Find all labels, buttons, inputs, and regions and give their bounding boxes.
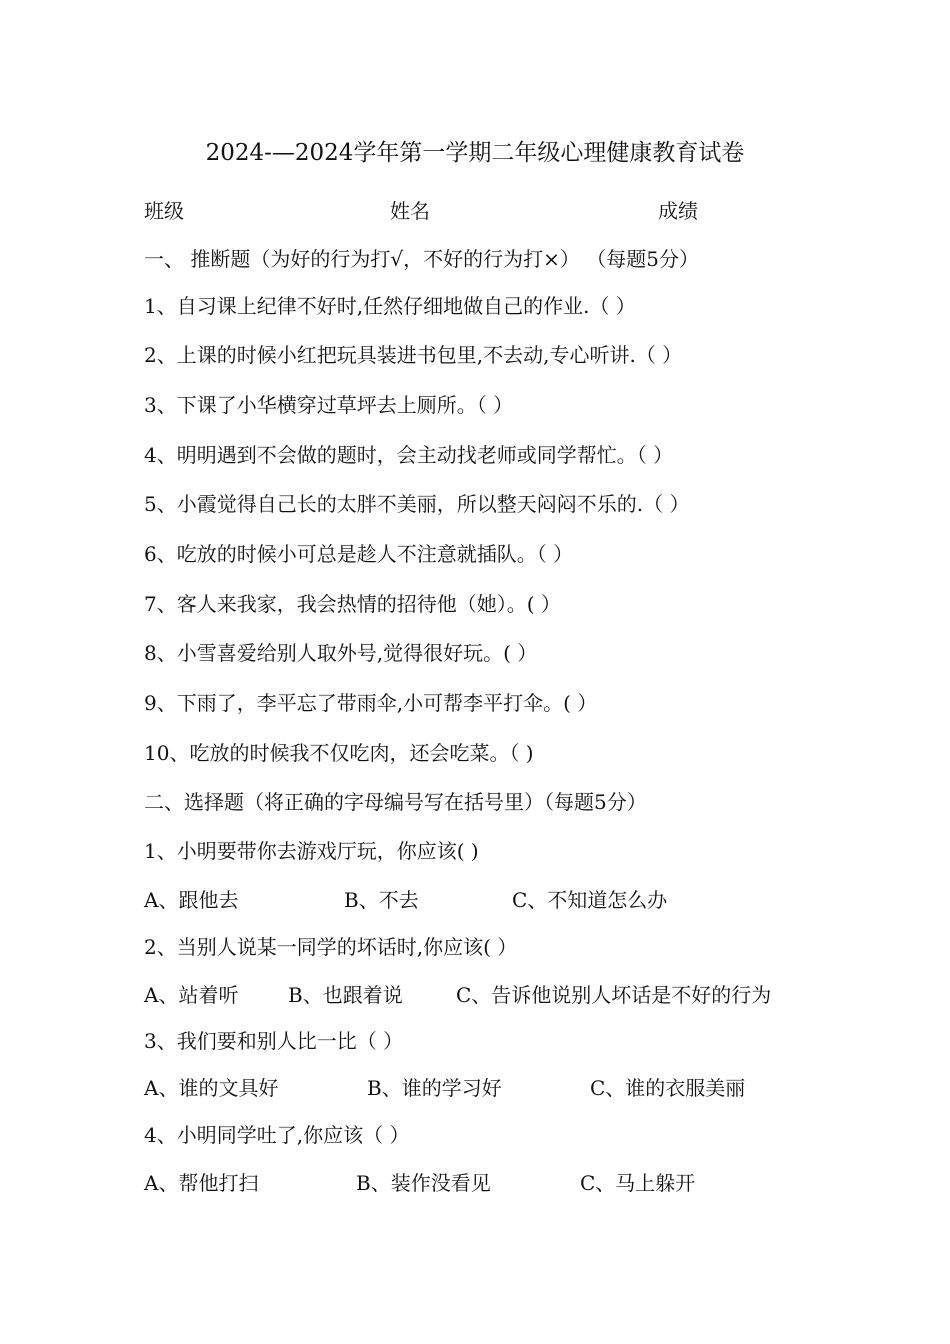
judge-question: 7、客人来我家，我会热情的招待他（她）。( ） (144, 592, 561, 616)
section1-heading: 一、 推断题（为好的行为打√，不好的行为打×） （每题5分） (144, 247, 699, 271)
judge-question: 2、上课的时候小红把玩具装进书包里,不去动,专心听讲.（ ） (144, 343, 683, 367)
choice-option-a: A、跟他去 (144, 888, 239, 912)
choice-option-a: A、站着听 (144, 983, 239, 1007)
choice-option-c: C、告诉他说别人坏话是不好的行为 (456, 983, 772, 1007)
choice-option-b: B、不去 (344, 888, 419, 912)
name-label: 姓名 (390, 199, 430, 223)
judge-question: 8、小雪喜爱给别人取外号,觉得很好玩。( ） (144, 641, 538, 665)
choice-option-c: C、谁的衣服美丽 (590, 1076, 746, 1100)
choice-option-c: C、不知道怎么办 (512, 888, 668, 912)
page-title: 2024-—2024学年第一学期二年级心理健康教育试卷 (205, 140, 745, 166)
judge-question: 5、小霞觉得自己长的太胖不美丽，所以整天闷闷不乐的.（ ） (144, 492, 690, 516)
choice-option-b: B、也跟着说 (288, 983, 403, 1007)
judge-question: 10、吃放的时候我不仅吃肉，还会吃菜。（ ) (144, 741, 534, 765)
choice-question-stem: 1、小明要带你去游戏厅玩，你应该( ) (144, 839, 479, 863)
choice-question-stem: 3、我们要和别人比一比（ ） (144, 1029, 404, 1053)
choice-option-a: A、谁的文具好 (144, 1076, 279, 1100)
section2-heading: 二、选择题（将正确的字母编号写在括号里）（每题5分） (144, 790, 647, 814)
choice-option-c: C、马上躲开 (580, 1171, 696, 1195)
choice-option-b: B、谁的学习好 (367, 1076, 502, 1100)
choice-option-b: B、装作没看见 (356, 1171, 491, 1195)
judge-question: 4、明明遇到不会做的题时，会主动找老师或同学帮忙。（ ） (144, 443, 674, 467)
judge-question: 6、吃放的时候小可总是趁人不注意就插队。（ ） (144, 542, 574, 566)
choice-question-stem: 4、小明同学吐了,你应该（ ） (144, 1123, 410, 1147)
choice-option-a: A、帮他打扫 (144, 1171, 259, 1195)
judge-question: 1、自习课上纪律不好时,任然仔细地做自己的作业.（ ） (144, 294, 636, 318)
score-label: 成绩 (658, 199, 698, 223)
choice-question-stem: 2、当别人说某一同学的坏话时,你应该( ） (144, 935, 518, 959)
class-label: 班级 (144, 199, 184, 223)
judge-question: 9、下雨了，李平忘了带雨伞,小可帮李平打伞。( ） (144, 691, 598, 715)
judge-question: 3、下课了小华横穿过草坪去上厕所。（ ） (144, 393, 514, 417)
